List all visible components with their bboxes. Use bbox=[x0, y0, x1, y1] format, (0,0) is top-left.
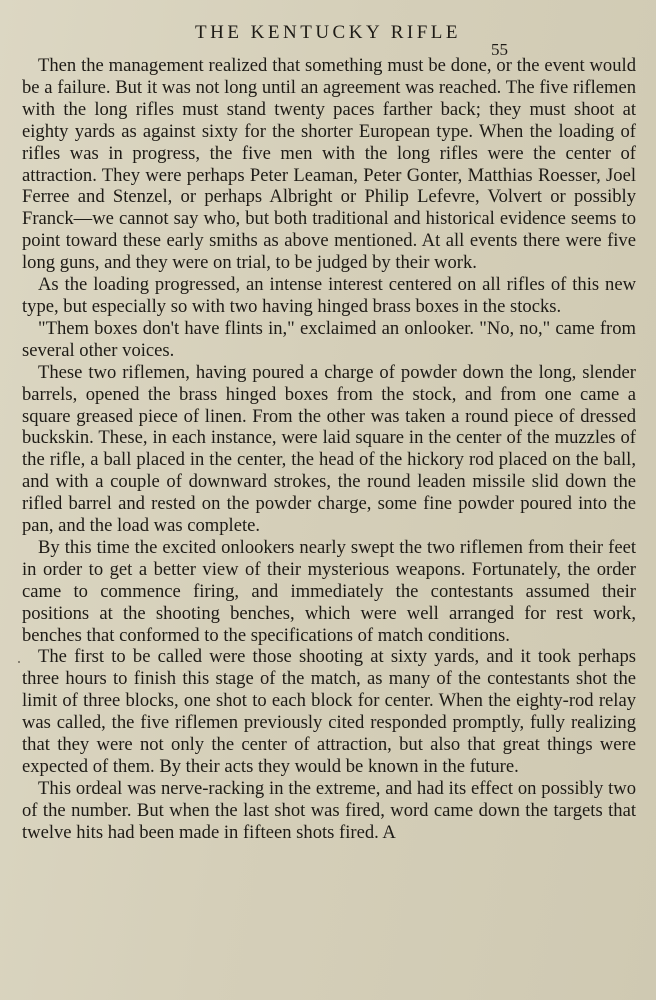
paragraph: Then the management realized that something must be done, or the event would be a failure. But it was not long until an agreement was reached. The five riflemen with the long rifles must stand twenty paces farther back; they must shoot at eighty yards as against sixty for the shorter European type. When the loading of rifles was in progress, the five men with the long rifles were the center of attraction. They were perhaps Peter Leaman, Peter Gonter, Matthias Roesser, Joel Ferree and Stenzel, or perhaps Albright or Philip Lefevre, Volvert or possibly Franck—we cannot say who, but both traditional and historical evidence seems to point toward these early smiths as above mentioned. At all events there were five long guns, and they were on trial, to be judged by their work. bbox=[22, 55, 636, 274]
paragraph: These two riflemen, having poured a charge of powder down the long, slender barrels, opened the brass hinged boxes from the stock, and from one came a square greased piece of linen. From the other was taken a round piece of dressed buckskin. These, in each instance, were laid square in the center of the muzzles of the rifle, a ball placed in the center, the head of the hickory rod placed on the ball, and with a couple of downward strokes, the round leaden missile slid down the rifled barrel and rested on the powder charge, some fine powder poured into the pan, and the load was complete. bbox=[22, 361, 636, 537]
paragraph: As the loading progressed, an intense interest centered on all rifles of this new type, but especially so with two having hinged brass boxes in the stocks. bbox=[22, 274, 636, 317]
body-text bbox=[22, 55, 636, 844]
paragraph: "Them boxes don't have flints in," exclaimed an onlooker. "No, no," came from several other voices. bbox=[22, 317, 636, 361]
page-number: 55 bbox=[491, 40, 508, 59]
paragraph: This ordeal was nerve-racking in the extreme, and had its effect on possibly two of the number. But when the last shot was fired, word came down the targets that twelve hits had been made in fifteen shots fired. A bbox=[22, 777, 636, 843]
paragraph: The first to be called were those shooting at sixty yards, and it took perhaps three hours to finish this stage of the match, as many of the contestants shot the limit of three blocks, one shot to each block for center. When the eighty-rod relay was called, the five riflemen previously cited responded promptly, fully realizing that they were not only the center of attraction, but also that great things were expected of them. By their acts they would be known in the future. bbox=[22, 646, 636, 777]
paper-speck bbox=[18, 661, 20, 663]
paragraph: By this time the excited onlookers nearly swept the two riflemen from their feet in order to get a better view of their mysterious weapons. Fortunately, the order came to commence firing, and immediately the contestants assumed their positions at the shooting benches, which were well arranged for rest work, benches that conformed to the specifications of match conditions. bbox=[22, 536, 636, 646]
running-head-title: THE KENTUCKY RIFLE bbox=[195, 22, 461, 43]
